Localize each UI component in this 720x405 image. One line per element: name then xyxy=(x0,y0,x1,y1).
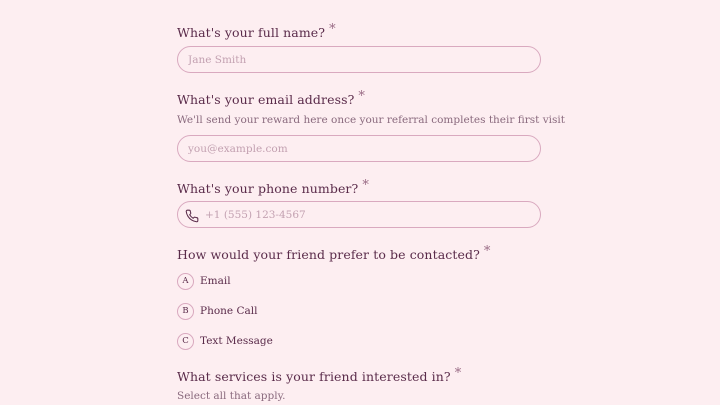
full-name-label xyxy=(177,22,336,41)
contact-option-phone-call[interactable] xyxy=(177,301,257,321)
phone-label-text: What's your phone number? xyxy=(177,181,359,196)
option-label: Email xyxy=(200,275,231,287)
option-label: Text Message xyxy=(200,335,273,347)
email-label-text: What's your email address? xyxy=(177,92,355,107)
full-name-field[interactable] xyxy=(177,46,541,73)
required-mark: * xyxy=(362,178,369,193)
required-mark: * xyxy=(358,89,366,104)
email-field[interactable] xyxy=(177,135,541,162)
phone-input[interactable] xyxy=(205,202,525,227)
required-mark: * xyxy=(329,22,336,37)
services-helper-text: Select all that apply. xyxy=(177,390,286,402)
contact-preference-label xyxy=(177,244,491,263)
services-label xyxy=(177,366,462,385)
contact-option-email[interactable] xyxy=(177,271,231,291)
full-name-input[interactable] xyxy=(188,47,528,72)
contact-preference-label-text: How would your friend prefer to be contacted? xyxy=(177,247,480,262)
required-mark: * xyxy=(454,366,462,381)
option-key-badge: A xyxy=(177,273,194,290)
phone-icon xyxy=(185,208,199,222)
email-input[interactable] xyxy=(188,136,528,161)
option-label: Phone Call xyxy=(200,305,258,317)
services-label-text: What services is your friend interested in? xyxy=(177,369,451,384)
email-label xyxy=(177,89,366,108)
option-key-badge: B xyxy=(177,303,194,320)
contact-option-text-message[interactable] xyxy=(177,331,273,351)
phone-label xyxy=(177,178,369,197)
phone-field[interactable] xyxy=(177,201,541,228)
email-helper-text: We'll send your reward here once your referral completes their first visit xyxy=(177,114,565,126)
option-key-badge: C xyxy=(177,333,194,350)
required-mark: * xyxy=(483,244,491,259)
full-name-label-text: What's your full name? xyxy=(177,25,326,40)
